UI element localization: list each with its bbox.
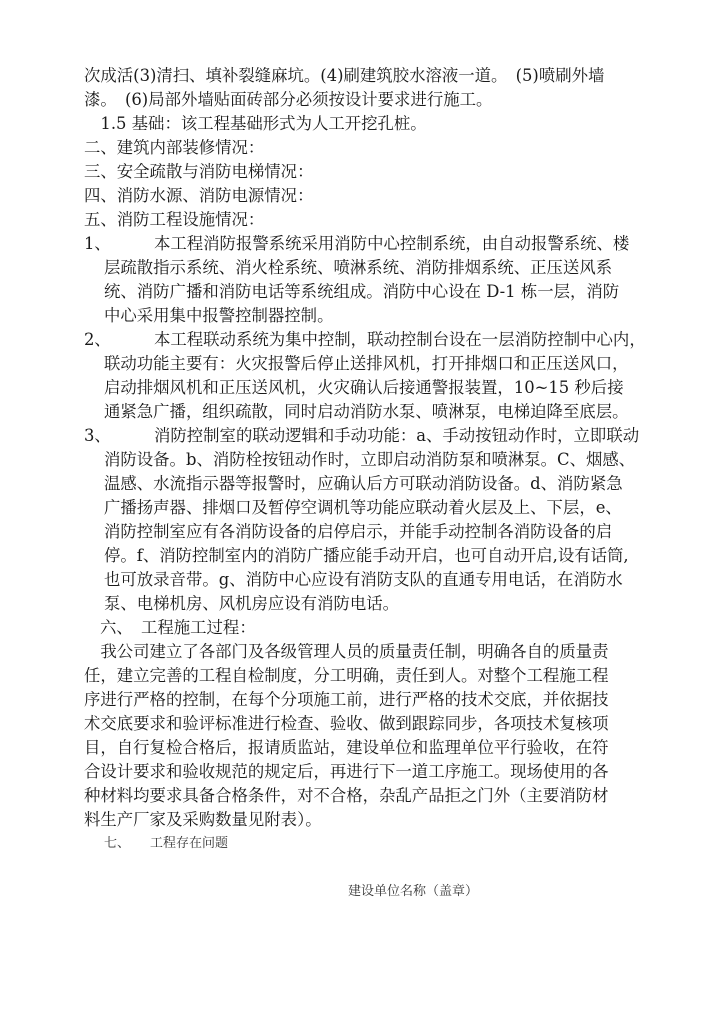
item-line: 统、消防广播和消防电话等系统组成。消防中心设在 D-1 栋一层，消防 [104, 282, 620, 301]
section-heading: 工程存在问题 [150, 836, 229, 851]
item-line: 本工程联动系统为集中控制，联动控制台设在一层消防控制中心内， [154, 330, 646, 349]
item-line: 通紧急广播，组织疏散，同时启动消防水泵、喷淋泵，电梯迫降至底层。 [104, 402, 629, 421]
item-number: 1、 [84, 234, 111, 253]
item-line: 启动排烟风机和正压送风机，火灾确认后接通警报装置，10~15 秒后接 [104, 378, 624, 397]
item-line: 层疏散指示系统、消火栓系统、喷淋系统、消防排烟系统、正压送风系 [104, 258, 613, 277]
item-line: 消防设备。b、消防栓按钮动作时，立即启动消防泵和喷淋泵。C、烟感、 [104, 450, 636, 469]
item-line: 联动功能主要有：火灾报警后停止送排风机，打开排烟口和正压送风口， [104, 354, 629, 373]
signature-label: 建设单位名称（盖章） [348, 884, 479, 899]
process-line: 合设计要求和验收规范的规定后，再进行下一道工序施工。现场使用的各 [84, 762, 609, 781]
header-line: 漆。 (6)局部外墙贴面砖部分必须按设计要求进行施工。 [84, 90, 493, 109]
section-number: 七、 [104, 836, 131, 851]
section-heading: 五、消防工程设施情况： [84, 210, 265, 229]
item-line: 也可放录音带。g、消防中心应设有消防支队的直通专用电话，在消防水 [104, 570, 623, 589]
item-line: 消防控制室应有各消防设备的启停启示，并能手动控制各消防设备的启 [104, 522, 613, 541]
section-heading: 四、消防水源、消防电源情况： [84, 186, 314, 205]
process-line: 我公司建立了各部门及各级管理人员的质量责任制，明确各自的质量责 [84, 642, 609, 661]
item-line: 中心采用集中报警控制器控制。 [104, 306, 334, 325]
item-number: 3、 [84, 426, 111, 445]
process-line: 任，建立完善的工程自检制度，分工明确，责任到人。对整个工程施工程 [84, 666, 609, 685]
header-line: 次成活(3)清扫、填补裂缝麻坑。(4)刷建筑胶水溶液一道。 (5)喷刷外墙 [84, 66, 605, 85]
item-line: 消防控制室的联动逻辑和手动功能：a、手动按钮动作时，立即联动 [154, 426, 640, 445]
item-line: 广播扬声器、排烟口及暂停空调机等功能应联动着火层及上、下层，e、 [104, 498, 622, 517]
process-line: 目，自行复检合格后，报请质监站，建设单位和监理单位平行验收，在符 [84, 738, 609, 757]
item-line: 停。f、消防控制室内的消防广播应能手动开启，也可自动开启,设有话筒, [104, 546, 629, 565]
process-line: 种材料均要求具备合格条件，对不合格，杂乱产品拒之门外（主要消防材 [84, 786, 609, 805]
process-line: 术交底要求和验评标准进行检查、验收、做到跟踪同步，各项技术复核项 [84, 714, 609, 733]
section-heading: 二、建筑内部装修情况： [84, 138, 265, 157]
item-line: 温感、水流指示器等报警时，应确认后方可联动消防设备。d、消防紧急 [104, 474, 623, 493]
process-line: 料生产厂家及采购数量见附表）。 [84, 810, 322, 829]
item-line: 本工程消防报警系统采用消防中心控制系统，由自动报警系统、楼 [154, 234, 630, 253]
section-heading: 三、安全疏散与消防电梯情况： [84, 162, 314, 181]
header-line: 1.5 基础：该工程基础形式为人工开挖孔桩。 [84, 114, 427, 133]
item-number: 2、 [84, 330, 111, 349]
process-line: 序进行严格的控制，在每个分项施工前，进行严格的技术交底，并依据技 [84, 690, 609, 709]
item-line: 泵、电梯机房、风机房应设有消防电话。 [104, 594, 400, 613]
section-heading: 六、 工程施工过程： [100, 618, 256, 637]
